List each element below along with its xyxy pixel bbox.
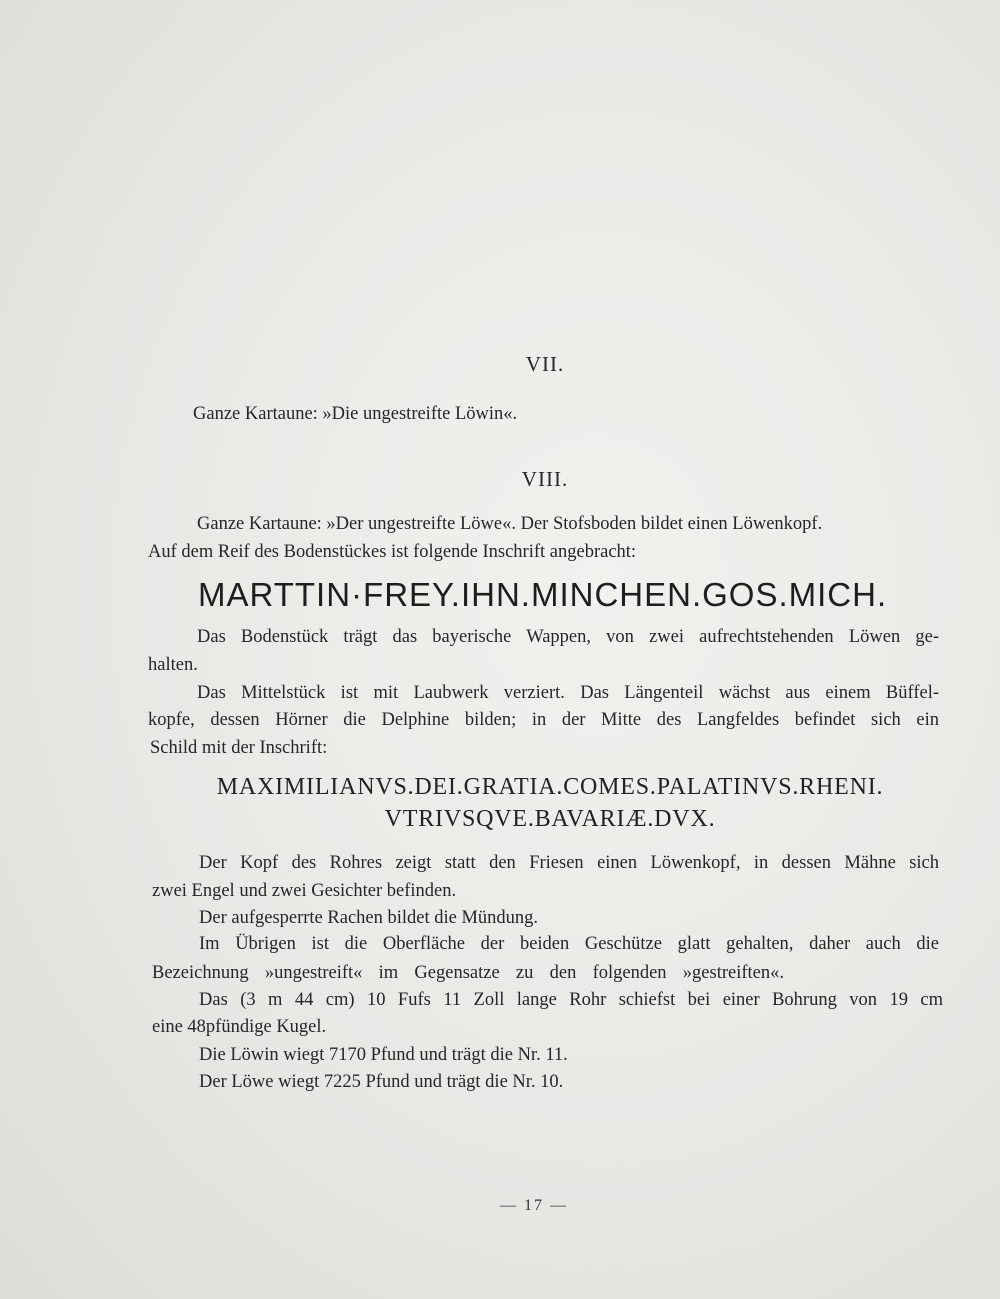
para-6-line-2: eine 48pfündige Kugel.	[152, 1017, 327, 1037]
para-2-line-2: kopfe, dessen Hörner die Delphine bilden; in der Mitte des Langfeldes befindet sich ein	[148, 710, 939, 730]
para-6-line-1: Das (3 m 44 cm) 10 Fufs 11 Zoll lange Rohr schiefst bei einer Bohrung von 19 cm	[199, 990, 943, 1010]
para-3-line-1: Der Kopf des Rohres zeigt statt den Friesen einen Löwenkopf, in dessen Mähne sich	[199, 853, 939, 873]
page-number: — 17 —	[500, 1197, 568, 1214]
para-5-line-2: Bezeichnung »ungestreift« im Gegensatze zu den folgenden »gestreiften«.	[152, 963, 784, 983]
section-heading-vii: VII.	[525, 352, 565, 376]
intro-line-1	[197, 512, 939, 536]
section-vii-text: Ganze Kartaune: »Die ungestreifte Löwin«.	[193, 404, 518, 424]
para-2-line-3: Schild mit der Inschrift:	[150, 738, 328, 758]
para-3-line-2: zwei Engel und zwei Gesichter befinden.	[152, 881, 457, 901]
para-1-line-2: halten.	[148, 655, 198, 675]
intro-text-1: Ganze Kartaune: »Der ungestreifte Löwe«. Der Stofsboden bildet einen Löwenkopf.	[197, 514, 823, 534]
intro-line-2: Auf dem Reif des Bodenstückes ist folgende Inschrift angebracht:	[148, 542, 637, 562]
inscription-martin-frey: MARTTIN·FREY.IHN.MINCHEN.GOS.MICH.	[198, 576, 888, 613]
section-heading-viii: VIII.	[521, 467, 569, 491]
para-1-line-1: Das Bodenstück trägt das bayerische Wappen, von zwei aufrechtstehenden Löwen ge-	[197, 627, 939, 647]
para-5-line-1: Im Übrigen ist die Oberfläche der beiden Geschütze glatt gehalten, daher auch die	[199, 934, 939, 954]
inscription-maximilianus-line-2: VTRIVSQVE.BAVARIÆ.DVX.	[384, 806, 716, 832]
para-8-line-1: Der Löwe wiegt 7225 Pfund und trägt die Nr. 10.	[199, 1072, 564, 1092]
para-7-line-1: Die Löwin wiegt 7170 Pfund und trägt die Nr. 11.	[199, 1045, 568, 1065]
para-4-line-1: Der aufgesperrte Rachen bildet die Mündung.	[199, 908, 539, 928]
inscription-maximilianus-line-1: MAXIMILIANVS.DEI.GRATIA.COMES.PALATINVS.RHENI.	[216, 774, 884, 800]
para-2-line-1: Das Mittelstück ist mit Laubwerk verziert. Das Längenteil wächst aus einem Büffel-	[197, 683, 939, 703]
